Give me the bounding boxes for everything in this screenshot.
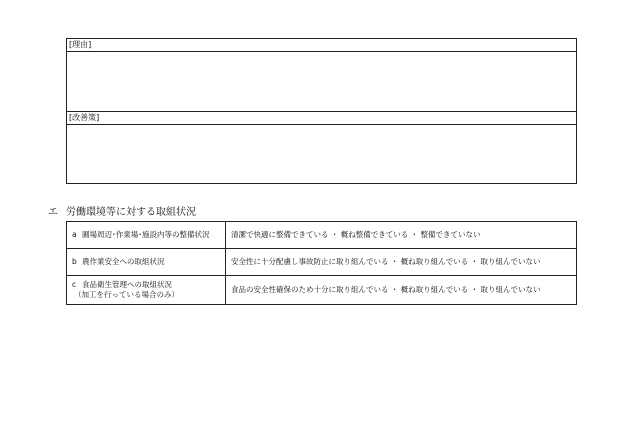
row-options: 安全性に十分配慮し事故防止に取り組んでいる ・ 概ね取り組んでいる ・ 取り組んでいない — [226, 249, 577, 276]
row-options: 食品の安全性確保のため十分に取り組んでいる ・ 概ね取り組んでいる ・ 取り組んでいない — [226, 276, 577, 305]
row-letter: b — [72, 257, 77, 266]
reason-improvement-box — [66, 38, 577, 184]
improvement-label-divider — [67, 124, 576, 125]
section-mark: エ — [48, 207, 58, 218]
row-label: 農作業安全への取組状況 — [82, 257, 165, 266]
reason-label-divider — [67, 51, 576, 52]
row-label-cell — [67, 249, 226, 276]
table-row — [67, 222, 577, 249]
table-row — [67, 276, 577, 305]
row-label-cell — [67, 276, 226, 305]
table-row — [67, 249, 577, 276]
row-label: 圃場周辺･作業場･施設内等の整備状況 — [82, 230, 210, 239]
reason-label: [理由] — [69, 40, 92, 49]
row-letter: c — [72, 280, 77, 289]
improvement-label: [改善策] — [69, 113, 100, 122]
status-table — [66, 221, 577, 305]
row-letter: a — [72, 230, 77, 239]
row-label: 食品衛生管理への取組状況 — [82, 280, 172, 289]
row-options: 清潔で快適に整備できている ・ 概ね整備できている ・ 整備できていない — [226, 222, 577, 249]
section-heading — [48, 207, 196, 219]
section-divider — [67, 111, 576, 112]
row-sublabel: （加工を行っている場合のみ） — [74, 290, 179, 299]
row-label-cell — [67, 222, 226, 249]
section-title: 労働環境等に対する取組状況 — [66, 207, 196, 218]
